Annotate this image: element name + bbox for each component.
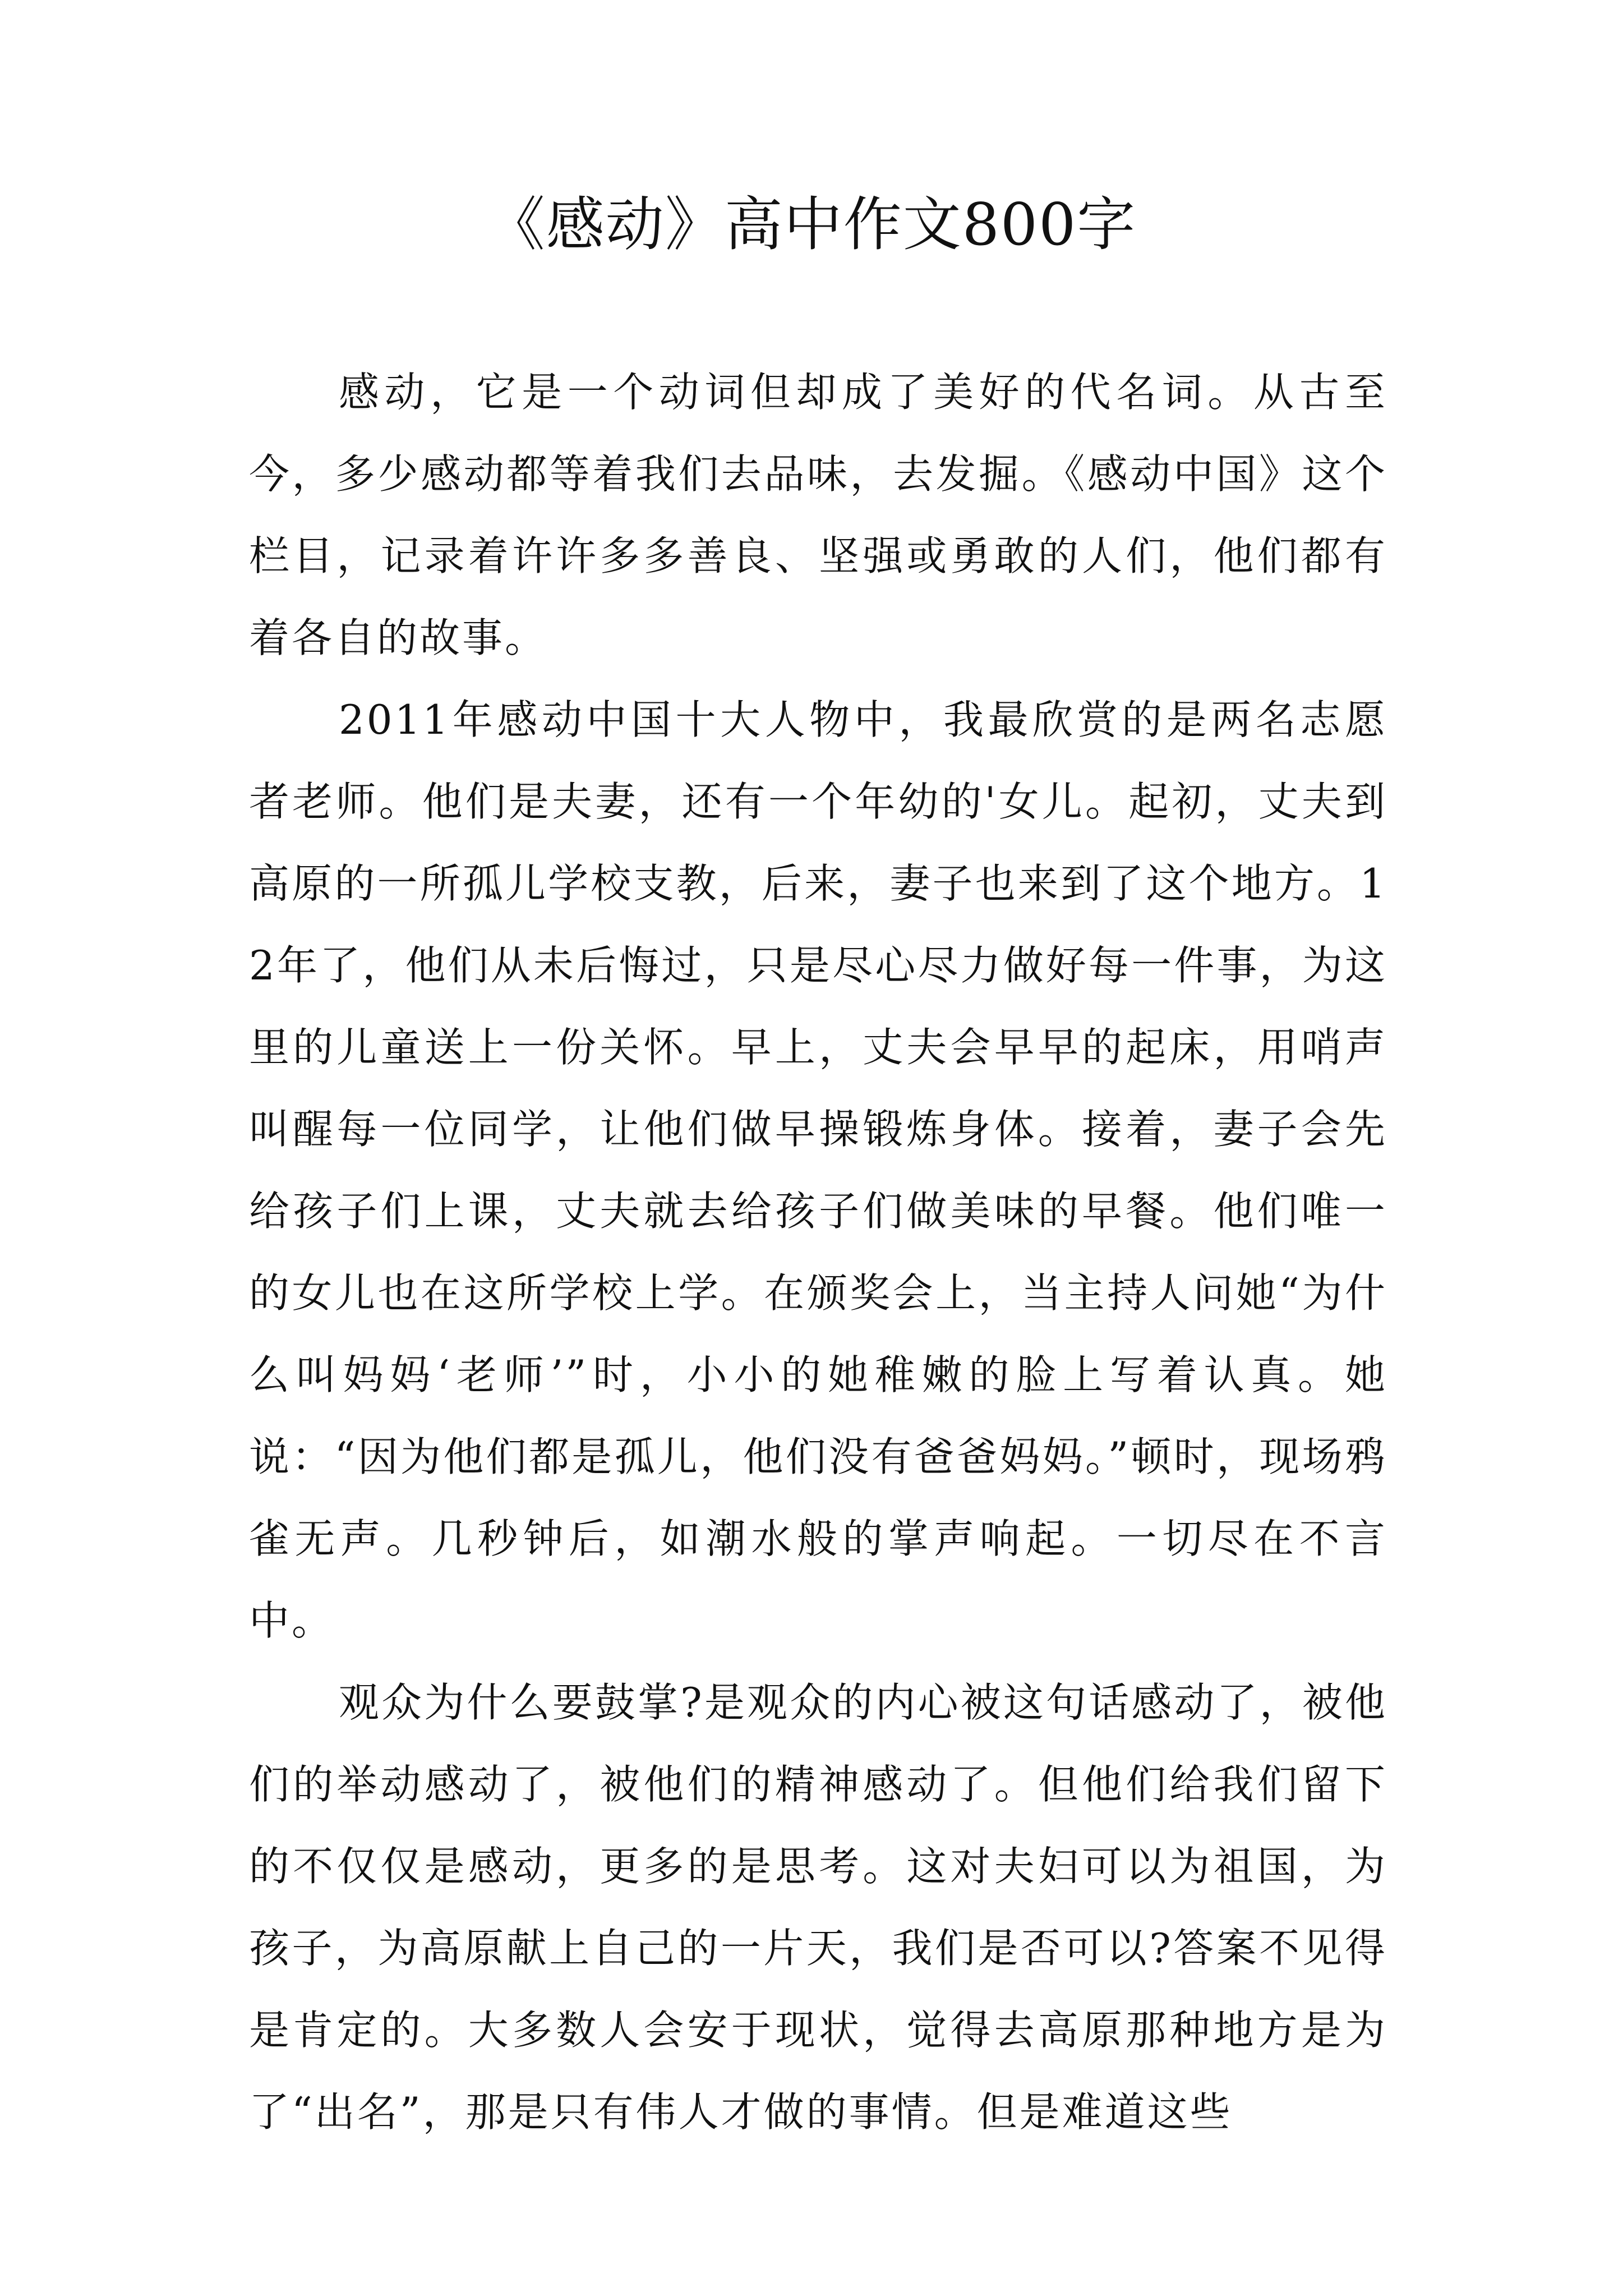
paragraph-1: 感动，它是一个动词但却成了美好的代名词。从古至今，多少感动都等着我们去品味，去发掘。《感动中国》这个栏目，记录着许许多多善良、坚强或勇敢的人们，他们都有着各自的故事。 xyxy=(249,369,1387,661)
paragraph-3: 观众为什么要鼓掌?是观众的内心被这句话感动了，被他们的举动感动了，被他们的精神感动了。但他们给我们留下的不仅仅是感动，更多的是思考。这对夫妇可以为祖国，为孩子，为高原献上自己的一片天，我们是否可以?答案不见得是肯定的。大多数人会安于现状，觉得去高原那种地方是为了“出名”，那是只有伟人才做的事情。但是难道这些 xyxy=(249,1679,1387,2136)
document-title: 《感动》高中作文800字 xyxy=(486,190,1137,259)
paragraph-2: 2011年感动中国十大人物中，我最欣赏的是两名志愿者老师。他们是夫妻，还有一个年幼的'女儿。起初，丈夫到高原的一所孤儿学校支教，后来，妻子也来到了这个地方。12年了，他们从未后悔过，只是尽心尽力做好每一件事，为这里的儿童送上一份关怀。早上，丈夫会早早的起床，用哨声叫醒每一位同学，让他们做早操锻炼身体。接着，妻子会先给孩子们上课，丈夫就去给孩子们做美味的早餐。他们唯一的女儿也在这所学校上学。在颁奖会上，当主持人问她“为什么叫妈妈‘老师’”时，小小的她稚嫩的脸上写着认真。她说：“因为他们都是孤儿，他们没有爸爸妈妈。”顿时，现场鸦雀无声。几秒钟后，如潮水般的掌声响起。一切尽在不言中。 xyxy=(249,696,1387,1644)
document-body xyxy=(249,351,1387,2153)
